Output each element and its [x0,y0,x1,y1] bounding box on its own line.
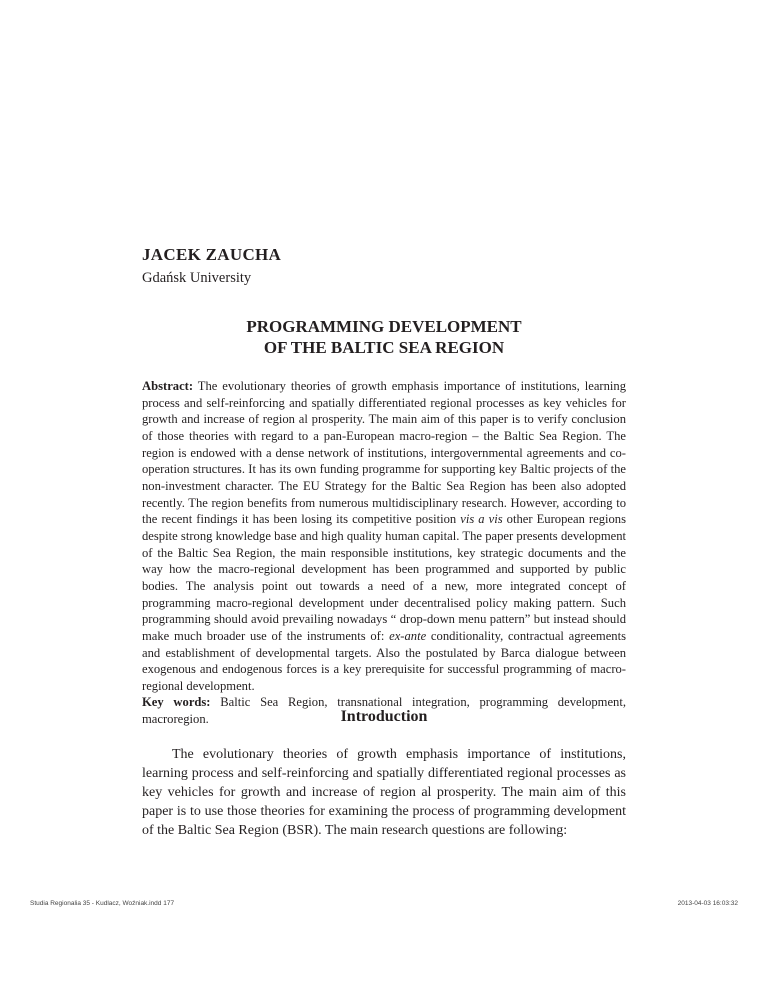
abstract-italic-vis-a-vis: vis a vis [460,512,503,527]
keywords-text: Baltic Sea Region, transnational integration, programming development, macroregion. [142,695,626,727]
paper-title-line-1: PROGRAMMING DEVELOPMENT [246,317,522,336]
abstract-italic-ex-ante: ex-ante [389,628,427,643]
keywords-label: Key words: [142,695,211,710]
footer-timestamp: 2013-04-03 16:03:32 [677,900,738,907]
author-name: JACEK ZAUCHA [142,245,282,264]
abstract-text-part-2: other European regions despite strong knowledge base and high quality human capital. The paper presents development of the Baltic Sea Region, the main responsible institutions, key strategic documents and the way how the macro-regional development has been programmed and supported by public bodies. The analysis point out towards a need of a new, more integrated concept of programming macro-regional development under decentralised policy making pattern. Such programming should avoid prevailing nowadays “ drop-down menu pattern” but instead should make much broader use of the instruments of: [142,512,626,643]
abstract-label: Abstract: [142,379,194,393]
introduction-heading: Introduction [340,708,428,725]
abstract-paragraph [142,378,626,694]
abstract-text-part-1: The evolutionary theories of growth emphasis importance of institutions, learning process and self-reinforcing and spatially differentiated regional processes as key vehicles for growth and increase of region al prosperity. The main aim of this paper is to verify conclusion of those theories with regard to a pan-European macro-region – the Baltic Sea Region. The region is endowed with a dense network of institutions, intergovernmental agreements and co-operation structures. It has its own funding programme for supporting key Baltic projects of the non-investment character. The EU Strategy for the Baltic Sea Region has been also adopted recently. The region benefits from numerous multidisciplinary research. However, according to the recent findings it has been losing its competitive position [142,379,626,527]
paper-title-line-2: OF THE BALTIC SEA REGION [263,338,505,357]
paper-title [142,316,626,358]
author-affiliation: Gdańsk University [142,270,252,286]
abstract-text-part-3: conditionality, contractual agreements and establishment of developmental targets. Also the postulated by Barca dialogue between exogenous and endogenous forces is a key prerequisite for successful programming of macro-regional development. [142,628,626,693]
footer-file-info: Studia Regionalia 35 - Kudlacz, Woźniak.indd 177 [30,900,175,907]
introduction-paragraph: The evolutionary theories of growth emphasis importance of institutions, learning process and self-reinforcing and spatially differentiated regional processes as key vehicles for growth and increase of region al prosperity. The main aim of this paper is to use those theories for examining the process of programming development of the Baltic Sea Region (BSR). The main research questions are following: [142,747,626,838]
abstract-block [142,378,626,728]
